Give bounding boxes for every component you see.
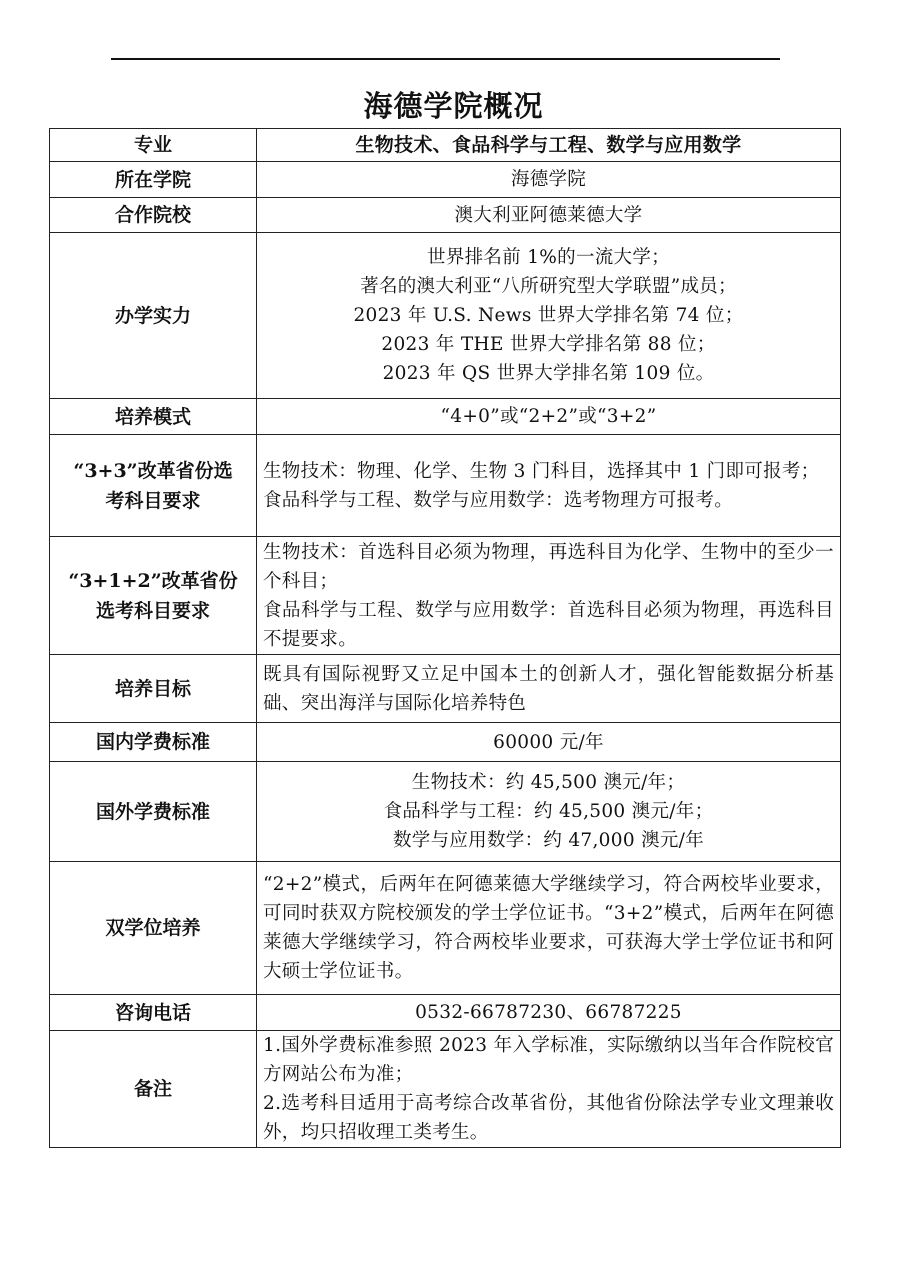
row-label: 国内学费标准 <box>50 723 257 762</box>
row-label: 双学位培养 <box>50 862 257 995</box>
fee-foreign-line: 生物技术：约 45,500 澳元/年； <box>411 772 686 793</box>
table-row <box>50 655 841 723</box>
table-row <box>50 862 841 995</box>
req312-value <box>257 537 841 655</box>
table-row <box>50 399 841 435</box>
table-row <box>50 435 841 537</box>
notes-line: 1.国外学费标准参照 2023 年入学标准，实际缴纳以当年合作院校官方网站公布为准； <box>263 1035 834 1085</box>
row-label: 备注 <box>50 1031 257 1148</box>
table-row <box>50 762 841 862</box>
table-row <box>50 1031 841 1148</box>
notes-value <box>257 1031 841 1148</box>
row-label <box>50 537 257 655</box>
fee-domestic-value: 60000 元/年 <box>257 723 841 762</box>
college-value: 海德学院 <box>257 162 841 198</box>
mode-value: “4+0”或“2+2”或“3+2” <box>257 399 841 435</box>
page-title: 海德学院概况 <box>363 89 544 123</box>
table-row <box>50 995 841 1031</box>
overview-table <box>49 128 841 1148</box>
table-row <box>50 162 841 198</box>
strength-line: 2023 年 QS 世界大学排名第 109 位。 <box>382 363 715 384</box>
dual-value: “2+2”模式，后两年在阿德莱德大学继续学习，符合两校毕业要求，可同时获双方院校颁发的学士学位证书。“3+2”模式，后两年在阿德莱德大学继续学习，符合两校毕业要求，可获海大学士学位证书和阿大硕士学位证书。 <box>257 862 841 995</box>
strength-line: 世界排名前 1%的一流大学； <box>427 247 670 268</box>
row-label-line: “3+1+2”改革省份 <box>68 569 238 592</box>
row-label: 合作院校 <box>50 198 257 233</box>
strength-value <box>257 233 841 399</box>
row-label-line: “3+3”改革省份选 <box>73 459 233 482</box>
table-row <box>50 129 841 162</box>
strength-line: 著名的澳大利亚“八所研究型大学联盟”成员； <box>360 276 737 297</box>
req33-value <box>257 435 841 537</box>
partner-value: 澳大利亚阿德莱德大学 <box>257 198 841 233</box>
row-label <box>50 435 257 537</box>
strength-line: 2023 年 THE 世界大学排名第 88 位； <box>381 334 716 355</box>
row-label: 所在学院 <box>50 162 257 198</box>
row-label-line: 选考科目要求 <box>95 599 210 622</box>
req312-line: 生物技术：首选科目必须为物理，再选科目为化学、生物中的至少一个科目； <box>263 541 834 592</box>
fee-foreign-value <box>257 762 841 862</box>
major-value: 生物技术、食品科学与工程、数学与应用数学 <box>257 129 841 162</box>
strength-line: 2023 年 U.S. News 世界大学排名第 74 位； <box>353 305 744 326</box>
row-label: 培养模式 <box>50 399 257 435</box>
goal-value: 既具有国际视野又立足中国本土的创新人才，强化智能数据分析基础、突出海洋与国际化培养特色 <box>257 655 841 723</box>
table-row <box>50 233 841 399</box>
table-row <box>50 198 841 233</box>
req33-line: 食品科学与工程、数学与应用数学：选考物理方可报考。 <box>263 489 734 511</box>
notes-line: 2.选考科目适用于高考综合改革省份，其他省份除法学专业文理兼收外，均只招收理工类考生。 <box>263 1093 834 1143</box>
row-label: 办学实力 <box>50 233 257 399</box>
header-rule <box>111 58 780 60</box>
row-label: 咨询电话 <box>50 995 257 1031</box>
row-label: 培养目标 <box>50 655 257 723</box>
row-label: 国外学费标准 <box>50 762 257 862</box>
req33-line: 生物技术：物理、化学、生物 3 门科目，选择其中 1 门即可报考； <box>263 460 820 482</box>
phone-value: 0532-66787230、66787225 <box>257 995 841 1031</box>
row-label: 专业 <box>50 129 257 162</box>
table-row <box>50 723 841 762</box>
row-label-line: 考科目要求 <box>105 489 201 512</box>
table-row <box>50 537 841 655</box>
req312-line: 食品科学与工程、数学与应用数学：首选科目必须为物理，再选科目不提要求。 <box>263 599 834 650</box>
fee-foreign-line: 食品科学与工程：约 45,500 澳元/年； <box>383 801 714 822</box>
fee-foreign-line: 数学与应用数学：约 47,000 澳元/年 <box>392 830 705 851</box>
